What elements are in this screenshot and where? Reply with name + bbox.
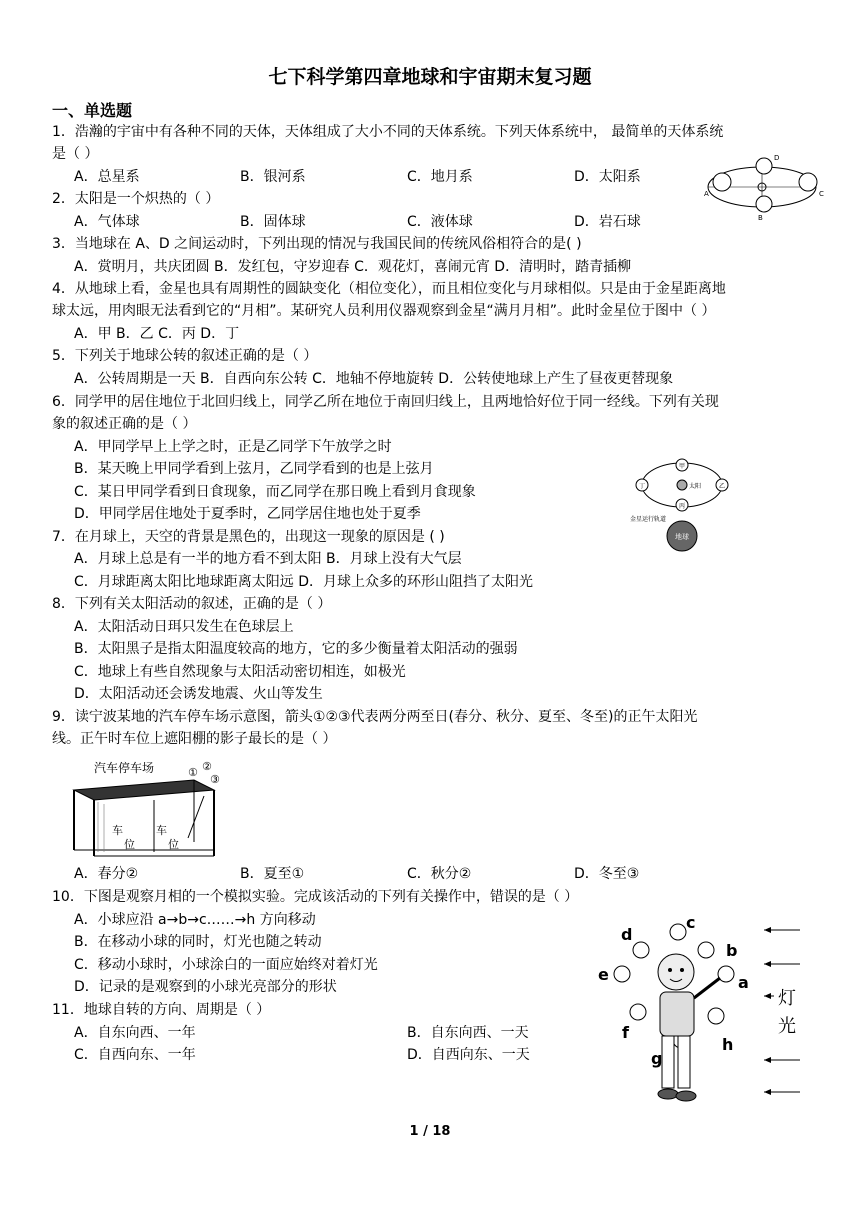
parking-title: 汽车停车场 bbox=[94, 761, 155, 775]
q2-option-b: B．固体球 bbox=[240, 214, 306, 230]
ball-label-c: c bbox=[686, 913, 696, 932]
q2-option-a: A．气体球 bbox=[74, 214, 140, 230]
venus-orbit-label: 金星运行轨道 bbox=[630, 516, 667, 523]
venus-label-ding: 丁 bbox=[639, 483, 646, 490]
q6-option-a: A．甲同学早上上学之时，正是乙同学下午放学之时 bbox=[74, 439, 392, 455]
q10-option-b: B．在移动小球的同时，灯光也随之转动 bbox=[74, 934, 322, 950]
q10-option-d: D．记录的是观察到的小球光亮部分的形状 bbox=[74, 979, 337, 995]
q1-option-a: A．总星系 bbox=[74, 169, 140, 185]
moon-phase-figure bbox=[588, 912, 808, 1112]
question-3-text: 3．当地球在 A、D 之间运动时，下列出现的情况与我国民间的传统风俗相符合的是( ) bbox=[52, 236, 582, 252]
q11-option-b: B．自东向西、一天 bbox=[407, 1025, 529, 1041]
q7-options-2: C．月球距离太阳比地球距离太阳远 D．月球上众多的环形山阻挡了太阳光 bbox=[74, 574, 534, 590]
page-number: 1 / 18 bbox=[409, 1124, 451, 1139]
ray-2: ② bbox=[202, 760, 212, 773]
question-11-text: 11．地球自转的方向、周期是（ ） bbox=[52, 1002, 271, 1018]
q7-options-1: A．月球上总是有一半的地方看不到太阳 B．月球上没有大气层 bbox=[74, 551, 462, 567]
question-9-text: 9．读宁波某地的汽车停车场示意图，箭头①②③代表两分两至日(春分、秋分、夏至、冬至)的正午太阳光 bbox=[52, 709, 698, 725]
q11-option-a: A．自东向西、一年 bbox=[74, 1025, 196, 1041]
question-7-text: 7．在月球上，天空的背景是黑色的，出现这一现象的原因是 ( ) bbox=[52, 529, 445, 545]
q3-options: A．赏明月，共庆团圆 B．发红包，守岁迎春 C．观花灯，喜闹元宵 D．清明时，踏青插柳 bbox=[74, 259, 632, 275]
q8-option-b: B．太阳黑子是指太阳温度较高的地方，它的多少衡量着太阳活动的强弱 bbox=[74, 641, 518, 657]
q2-option-d: D．岩石球 bbox=[574, 214, 641, 230]
ray-3: ③ bbox=[210, 773, 220, 786]
question-5-text: 5．下列关于地球公转的叙述正确的是（ ） bbox=[52, 348, 318, 364]
question-2-text: 2．太阳是一个炽热的（ ） bbox=[52, 191, 220, 207]
boy-illustration bbox=[658, 954, 720, 1101]
ball-label-b: b bbox=[726, 941, 738, 960]
spot-char-2: 位 bbox=[124, 838, 135, 851]
lamp-label-1: 灯 bbox=[778, 988, 796, 1009]
parking-lot-figure bbox=[68, 752, 228, 858]
orbit-label-a: A bbox=[704, 190, 709, 198]
spot-char-3: 车 bbox=[156, 824, 167, 837]
lamp-label-2: 光 bbox=[778, 1016, 796, 1037]
question-6-text: 6．同学甲的居住地位于北回归线上，同学乙所在地位于南回归线上，且两地恰好位于同一经线。下列有关现 bbox=[52, 394, 719, 410]
q9-option-b: B．夏至① bbox=[240, 866, 305, 882]
ball-label-h: h bbox=[722, 1035, 734, 1054]
question-8-text: 8．下列有关太阳活动的叙述，正确的是（ ） bbox=[52, 596, 332, 612]
q9-option-c: C．秋分② bbox=[407, 866, 472, 882]
orbit-label-d: D bbox=[774, 154, 780, 162]
q9-option-d: D．冬至③ bbox=[574, 866, 640, 882]
q11-option-c: C．自西向东、一年 bbox=[74, 1047, 196, 1063]
sun-label: 太阳 bbox=[689, 483, 702, 490]
q8-option-c: C．地球上有些自然现象与太阳活动密切相连，如极光 bbox=[74, 664, 406, 680]
q8-option-a: A．太阳活动日珥只发生在色球层上 bbox=[74, 619, 294, 635]
question-6-text-cont: 象的叙述正确的是（ ） bbox=[52, 416, 197, 432]
ball-label-g: g bbox=[651, 1049, 663, 1068]
question-1-text-cont: 是（ ） bbox=[52, 146, 99, 162]
question-9-text-cont: 线。正午时车位上遮阳棚的影子最长的是（ ） bbox=[52, 731, 337, 747]
page-title: 七下科学第四章地球和宇宙期末复习题 bbox=[268, 66, 592, 88]
section-heading: 一、单选题 bbox=[52, 101, 133, 120]
venus-label-yi: 乙 bbox=[719, 483, 726, 490]
q6-option-d: D．甲同学居住地处于夏季时，乙同学居住地也处于夏季 bbox=[74, 506, 421, 522]
q6-option-b: B．某天晚上甲同学看到上弦月，乙同学看到的也是上弦月 bbox=[74, 461, 434, 477]
spot-char-4: 位 bbox=[168, 838, 179, 851]
q1-option-b: B．银河系 bbox=[240, 169, 306, 185]
question-4-text: 4．从地球上看，金星也具有周期性的圆缺变化（相位变化），而且相位变化与月球相似。只是由于金星距离地 bbox=[52, 281, 726, 297]
orbit-label-b: B bbox=[758, 214, 763, 222]
orbit-label-c: C bbox=[819, 190, 824, 198]
ball-label-d: d bbox=[621, 925, 633, 944]
q10-option-a: A．小球应沿 a→b→c……→h 方向移动 bbox=[74, 912, 316, 928]
earth-label: 地球 bbox=[675, 533, 689, 541]
question-10-text: 10．下图是观察月相的一个模拟实验。完成该活动的下列有关操作中，错误的是（ ） bbox=[52, 889, 579, 905]
q4-options: A．甲 B．乙 C．丙 D．丁 bbox=[74, 326, 240, 342]
light-arrows bbox=[764, 927, 800, 1095]
q1-option-c: C．地月系 bbox=[407, 169, 473, 185]
question-1-text: 1．浩瀚的宇宙中有各种不同的天体，天体组成了大小不同的天体系统。下列天体系统中， 最简单的天体系统 bbox=[52, 124, 724, 140]
q9-option-a: A．春分② bbox=[74, 866, 139, 882]
q8-option-d: D．太阳活动还会诱发地震、火山等发生 bbox=[74, 686, 323, 702]
earth-orbit-figure bbox=[700, 152, 828, 224]
ray-1: ① bbox=[188, 766, 198, 779]
venus-label-jia: 甲 bbox=[679, 463, 686, 470]
q1-option-d: D．太阳系 bbox=[574, 169, 641, 185]
q2-option-c: C．液体球 bbox=[407, 214, 473, 230]
ball-label-f: f bbox=[622, 1023, 629, 1042]
spot-char-1: 车 bbox=[112, 824, 123, 837]
question-4-text-cont: 球太远，用肉眼无法看到它的“月相”。某研究人员利用仪器观察到金星“满月月相”。此时金星位于图中（ ） bbox=[52, 303, 716, 319]
ball-label-a: a bbox=[738, 973, 749, 992]
ball-label-e: e bbox=[598, 965, 609, 984]
q10-option-c: C．移动小球时，小球涂白的一面应始终对着灯光 bbox=[74, 957, 378, 973]
venus-label-bing: 丙 bbox=[679, 503, 686, 510]
q6-option-c: C．某日甲同学看到日食现象，而乙同学在那日晚上看到月食现象 bbox=[74, 484, 476, 500]
q11-option-d: D．自西向东、一天 bbox=[407, 1047, 530, 1063]
venus-orbit-figure bbox=[628, 458, 738, 558]
q5-options: A．公转周期是一天 B．自西向东公转 C．地轴不停地旋转 D．公转使地球上产生了昼夜更替现象 bbox=[74, 371, 674, 387]
